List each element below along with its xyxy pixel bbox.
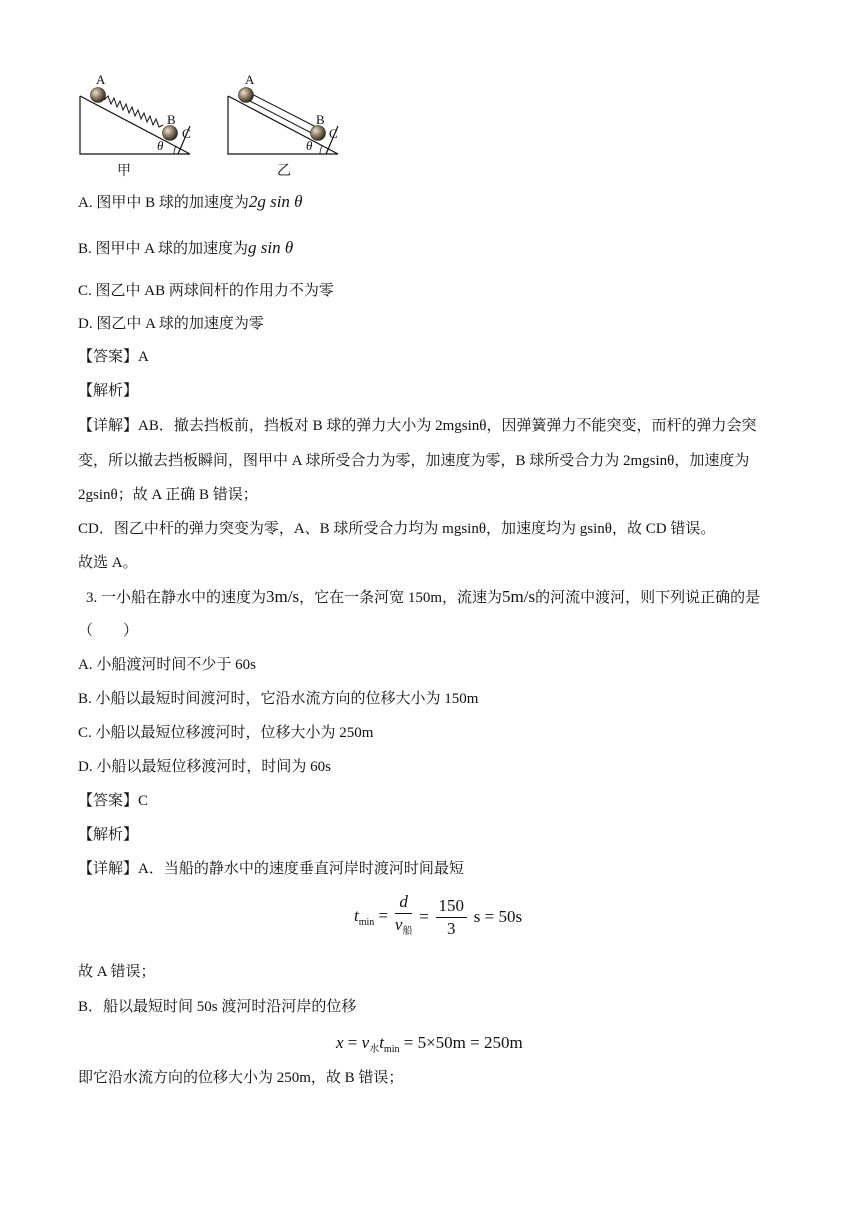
fig-jia-caption: 甲 bbox=[117, 164, 131, 179]
option-a-text: A. 图甲中 B 球的加速度为 bbox=[78, 195, 249, 211]
option-b bbox=[78, 238, 293, 259]
option-c: C. 图乙中 AB 两球间杆的作用力不为零 bbox=[78, 283, 334, 299]
eq2-t: t bbox=[379, 1033, 384, 1052]
eq1-fraction-1 bbox=[395, 892, 413, 942]
analysis-label: 【解析】 bbox=[78, 383, 139, 399]
q3-option-b: B. 小船以最短时间渡河时，它沿水流方向的位移大小为 150m bbox=[78, 691, 479, 707]
q3-analysis-label: 【解析】 bbox=[78, 827, 139, 843]
option-b-text: B. 图甲中 A 球的加速度为 bbox=[78, 241, 249, 257]
eq2-x: x bbox=[336, 1033, 344, 1052]
eq1-lhs-sub: min bbox=[358, 917, 375, 928]
fig-yi-caption: 乙 bbox=[277, 164, 291, 179]
q3-option-a: A. 小船渡河时间不少于 60s bbox=[78, 657, 256, 673]
q3-answer-label: 【答案】C bbox=[78, 793, 149, 809]
eq2-t-sub: min bbox=[383, 1044, 400, 1055]
detail-line-4: CD．图乙中杆的弹力突变为零，A、B 球所受合力均为 mgsinθ，加速度均为 gsinθ，故 CD 错误。 bbox=[78, 521, 716, 537]
answer-label: 【答案】A bbox=[78, 349, 149, 365]
q3-speed-river: 5m/s bbox=[502, 587, 536, 606]
q3-detail-a: 【详解】A．当船的静水中的速度垂直河岸时渡河时间最短 bbox=[78, 861, 464, 877]
eq1-fraction-2 bbox=[436, 896, 468, 939]
q3-stem-text-b: ，它在一条河宽 150m，流速为 bbox=[299, 590, 502, 606]
detail-line-1: 【详解】AB．撤去挡板前，挡板对 B 球的弹力大小为 2mgsinθ，因弹簧弹力不能突变，而杆的弹力会突 bbox=[78, 418, 757, 434]
fig-jia-label-theta: θ bbox=[157, 138, 164, 153]
eq1-rhs: s = 50s bbox=[473, 907, 523, 926]
fig-jia-label-b: B bbox=[167, 112, 176, 127]
fig-yi-label-b: B bbox=[316, 112, 325, 127]
q3-conclusion-b: 即它沿水流方向的位移大小为 250m，故 B 错误； bbox=[78, 1070, 404, 1086]
eq2-v-sub: 水 bbox=[369, 1044, 380, 1055]
q3-stem-line-2: （ ） bbox=[78, 623, 139, 639]
eq2-v: v bbox=[361, 1033, 370, 1052]
q3-option-d: D. 小船以最短位移渡河时，时间为 60s bbox=[78, 759, 331, 775]
figure-yi bbox=[226, 70, 346, 160]
fig-yi-label-theta: θ bbox=[306, 138, 313, 153]
detail-line-2: 变，所以撤去挡板瞬间，图甲中 A 球所受合力为零，加速度为零，B 球所受合力为 2mgsinθ，加速度为 bbox=[78, 453, 750, 469]
q3-stem-text-c: 的河流中渡河，则下列说正确的是 bbox=[535, 590, 761, 606]
q3-stem-line-1 bbox=[86, 587, 760, 608]
option-d: D. 图乙中 A 球的加速度为零 bbox=[78, 316, 264, 332]
fig-jia-label-a: A bbox=[96, 72, 106, 87]
eq1-f2-num: 150 bbox=[436, 896, 468, 918]
fig-yi-label-c: C bbox=[329, 126, 338, 141]
option-a-math: 2g sin θ bbox=[248, 192, 303, 211]
eq1-f2-den: 3 bbox=[447, 918, 456, 938]
select-line: 故选 A。 bbox=[78, 555, 138, 571]
equation-tmin: $t_{min}$ = $\frac{d}{v_船}$ = $\frac{150}{3}$ s = 50s bbox=[354, 892, 522, 942]
eq2-rhs: = 5×50m = 250m bbox=[403, 1033, 523, 1052]
q3-speed-boat: 3m/s bbox=[266, 587, 300, 606]
fig-jia-label-c: C bbox=[182, 126, 191, 141]
fig-yi-label-a: A bbox=[245, 72, 255, 87]
eq1-f1-den-sub: 船 bbox=[402, 926, 413, 937]
q3-option-c: C. 小船以最短位移渡河时，位移大小为 250m bbox=[78, 725, 374, 741]
detail-line-3: 2gsinθ；故 A 正确 B 错误； bbox=[78, 487, 258, 503]
option-b-math: g sin θ bbox=[248, 238, 294, 257]
q3-stem-text-a: 3. 一小船在静水中的速度为 bbox=[86, 590, 267, 606]
q3-conclusion-a: 故 A 错误； bbox=[78, 964, 156, 980]
ball-a bbox=[239, 88, 254, 103]
ball-a bbox=[91, 88, 106, 103]
eq1-f1-den: v bbox=[394, 915, 403, 934]
option-a bbox=[78, 192, 303, 213]
eq1-lhs: t bbox=[354, 906, 359, 925]
q3-detail-b: B．船以最短时间 50s 渡河时沿河岸的位移 bbox=[78, 999, 357, 1015]
equation-x: $x = v_水t_{min} = 5\times 50m = 250m$ bbox=[336, 1033, 523, 1055]
eq1-f1-num: d bbox=[399, 892, 408, 911]
